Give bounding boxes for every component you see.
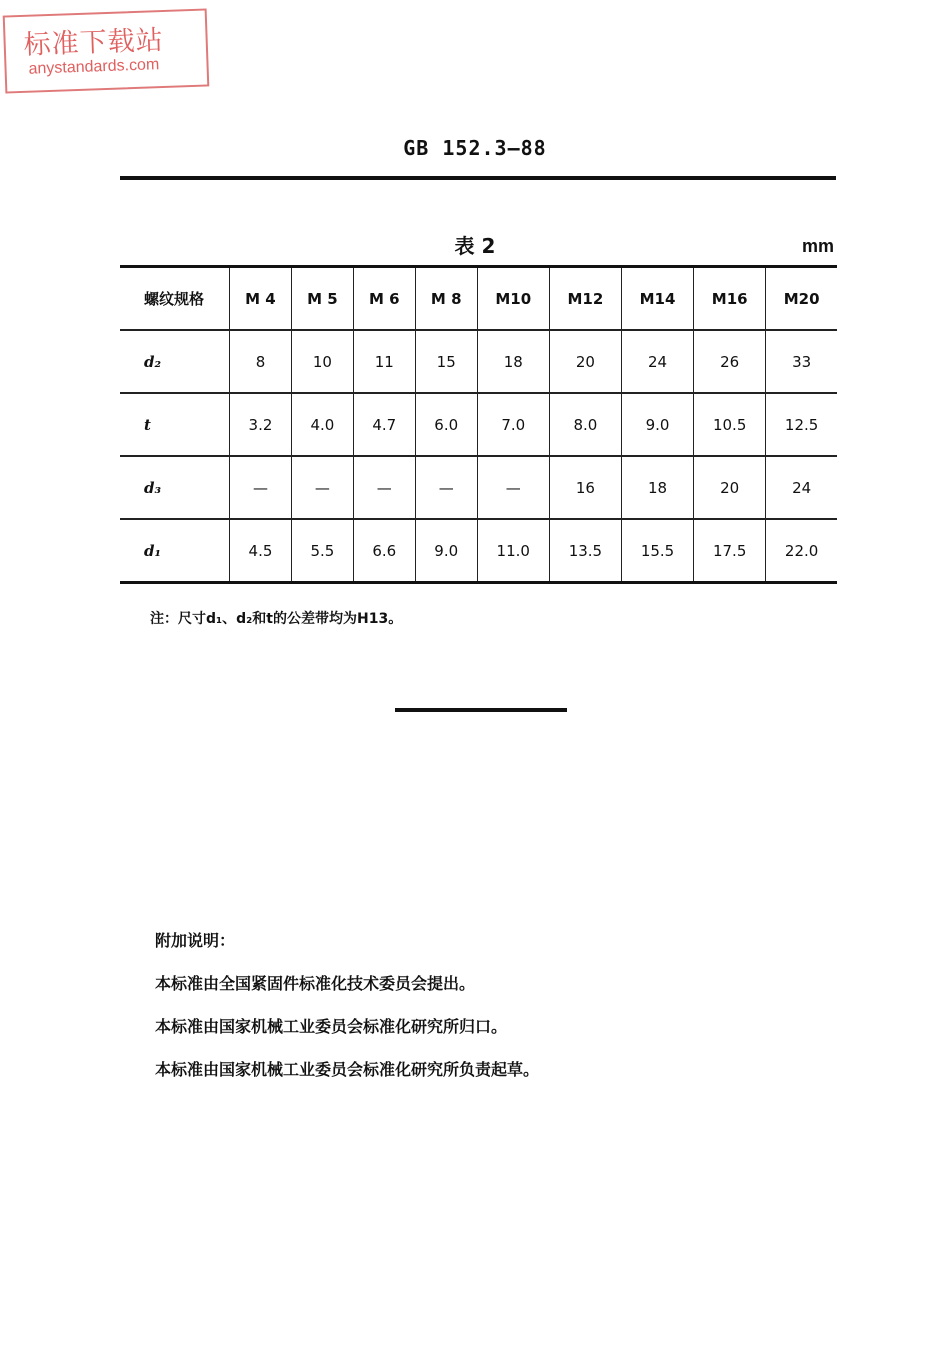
header-cell: M 6 [353,267,415,331]
header-cell: M 8 [415,267,477,331]
row-symbol: t [120,393,230,456]
additional-line: 本标准由全国紧固件标准化技术委员会提出。 [155,974,476,993]
header-cell: M16 [694,267,766,331]
additional-line: 本标准由国家机械工业委员会标准化研究所归口。 [155,1017,508,1036]
table-row [120,456,837,519]
table-cell: 15 [415,330,477,393]
header-rule [120,176,836,180]
table-cell: 11 [353,330,415,393]
header-cell: M20 [766,267,837,331]
table-cell: 13.5 [549,519,621,583]
table-cell: 26 [694,330,766,393]
table-cell: 20 [694,456,766,519]
header-cell: M10 [477,267,549,331]
additional-line: 本标准由国家机械工业委员会标准化研究所负责起草。 [155,1060,540,1079]
table-cell: 4.5 [230,519,292,583]
table-cell: 8 [230,330,292,393]
table-cell: — [353,456,415,519]
table-title: 表 2 [454,234,496,258]
table-row [120,519,837,583]
header-cell: 螺纹规格 [120,267,230,331]
end-rule [395,708,567,712]
table-cell: — [415,456,477,519]
table-cell: 17.5 [694,519,766,583]
table-cell: 7.0 [477,393,549,456]
table-cell: 10 [291,330,353,393]
table-cell: 5.5 [291,519,353,583]
table-note: 注：尺寸d₁、d₂和t的公差带均为H13。 [150,611,403,627]
table-cell: 6.6 [353,519,415,583]
table-cell: 22.0 [766,519,837,583]
row-symbol: d₁ [120,519,230,583]
table-header-row [120,267,837,331]
table-cell: 10.5 [694,393,766,456]
table-cell: 8.0 [549,393,621,456]
table-cell: 16 [549,456,621,519]
table-cell: 33 [766,330,837,393]
table-cell: 18 [621,456,693,519]
table-cell: 24 [766,456,837,519]
table-cell: 11.0 [477,519,549,583]
watermark-en: anystandards.com [28,56,160,78]
table-cell: — [477,456,549,519]
table-cell: 4.0 [291,393,353,456]
table-cell: 9.0 [621,393,693,456]
table-cell: 20 [549,330,621,393]
table-cell: 24 [621,330,693,393]
table-cell: 9.0 [415,519,477,583]
table-cell: 15.5 [621,519,693,583]
table-cell: 3.2 [230,393,292,456]
table-cell: — [291,456,353,519]
header-cell: M 5 [291,267,353,331]
watermark-cn: 标准下载站 [23,24,165,61]
header-cell: M14 [621,267,693,331]
header-cell: M12 [549,267,621,331]
standard-number: GB 152.3—88 [403,136,547,160]
row-symbol: d₂ [120,330,230,393]
watermark-stamp [3,8,210,93]
table-cell: 6.0 [415,393,477,456]
table-cell: — [230,456,292,519]
table-row [120,330,837,393]
table-cell: 18 [477,330,549,393]
spec-table [120,265,837,584]
table-row [120,393,837,456]
row-symbol: d₃ [120,456,230,519]
table-cell: 4.7 [353,393,415,456]
additional-heading: 附加说明： [155,931,236,950]
table-unit: mm [802,236,835,256]
table-cell: 12.5 [766,393,837,456]
header-cell: M 4 [230,267,292,331]
